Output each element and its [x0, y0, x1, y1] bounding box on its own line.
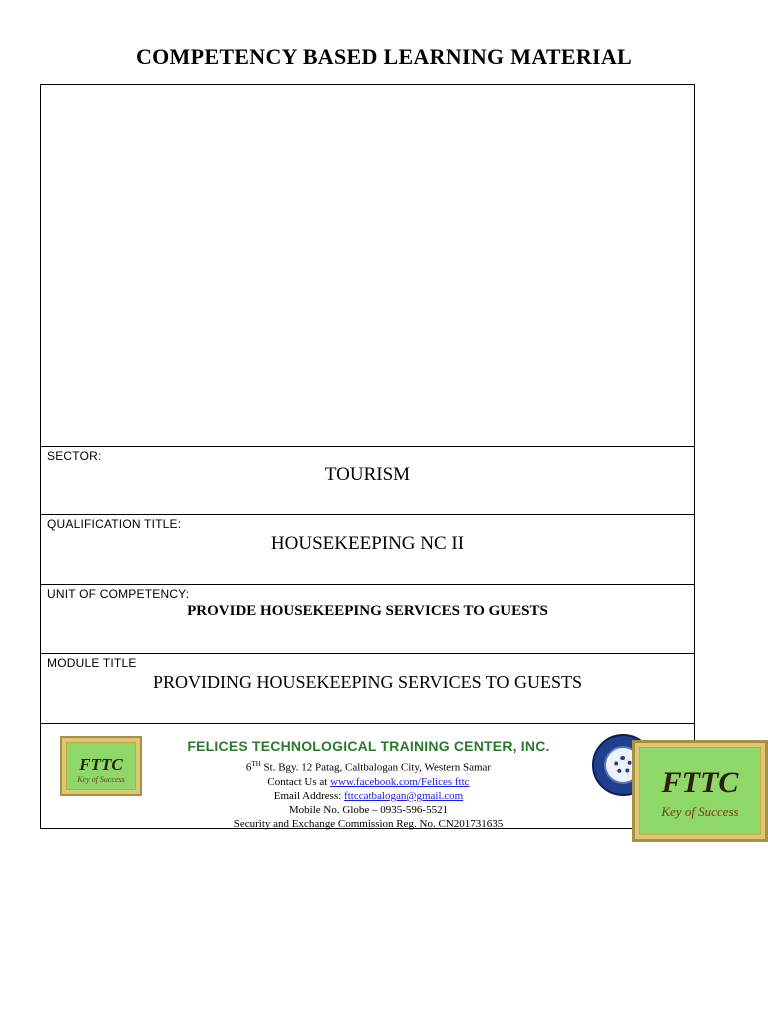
fttc-logo-text: FTTC	[79, 755, 123, 774]
module-value: PROVIDING HOUSEKEEPING SERVICES TO GUESTS	[153, 672, 582, 692]
qualification-value: HOUSEKEEPING NC II	[270, 533, 465, 554]
fttc-logo-motto: Key of Success	[77, 775, 125, 784]
email-line: Email Address: fttccatbalogan@gmail.com	[273, 790, 464, 803]
fttc-logo-large-text: FTTC	[661, 766, 739, 799]
qualification-label: QUALIFICATION TITLE:	[47, 517, 182, 531]
unit-section	[41, 584, 694, 653]
sector-value: TOURISM	[324, 464, 411, 485]
module-section	[41, 653, 694, 723]
fttc-logo-large	[632, 740, 768, 842]
qualification-section	[41, 514, 694, 584]
unit-value: PROVIDE HOUSEKEEPING SERVICES TO GUESTS	[187, 603, 548, 619]
document-title: COMPETENCY BASED LEARNING MATERIAL	[135, 44, 633, 69]
facebook-link[interactable]: www.facebook.com/Felices fttc	[330, 775, 470, 788]
sec-registration: Security and Exchange Commission Reg. No. CN201731635	[233, 818, 504, 831]
organization-info	[141, 738, 596, 832]
fttc-logo-large-motto: Key of Success	[661, 804, 739, 819]
cover-frame	[40, 84, 695, 829]
fttc-logo-small	[60, 736, 142, 796]
organization-name: FELICES TECHNOLOGICAL TRAINING CENTER, INC.	[187, 738, 550, 754]
module-label: MODULE TITLE	[47, 656, 137, 670]
contact-line: Contact Us at www.facebook.com/Felices fttc	[267, 775, 470, 788]
sector-label: SECTOR:	[47, 449, 102, 463]
address: 6TH St. Bgy. 12 Patag, Caltbalogan City, Western Samar	[245, 760, 492, 774]
gear-icon	[614, 756, 632, 774]
unit-label: UNIT OF COMPETENCY:	[47, 587, 190, 601]
mobile-number: Mobile No. Globe – 0935-596-5521	[288, 804, 449, 817]
email-link[interactable]: fttccatbalogan@gmail.com	[344, 790, 464, 803]
sector-section	[41, 446, 694, 514]
